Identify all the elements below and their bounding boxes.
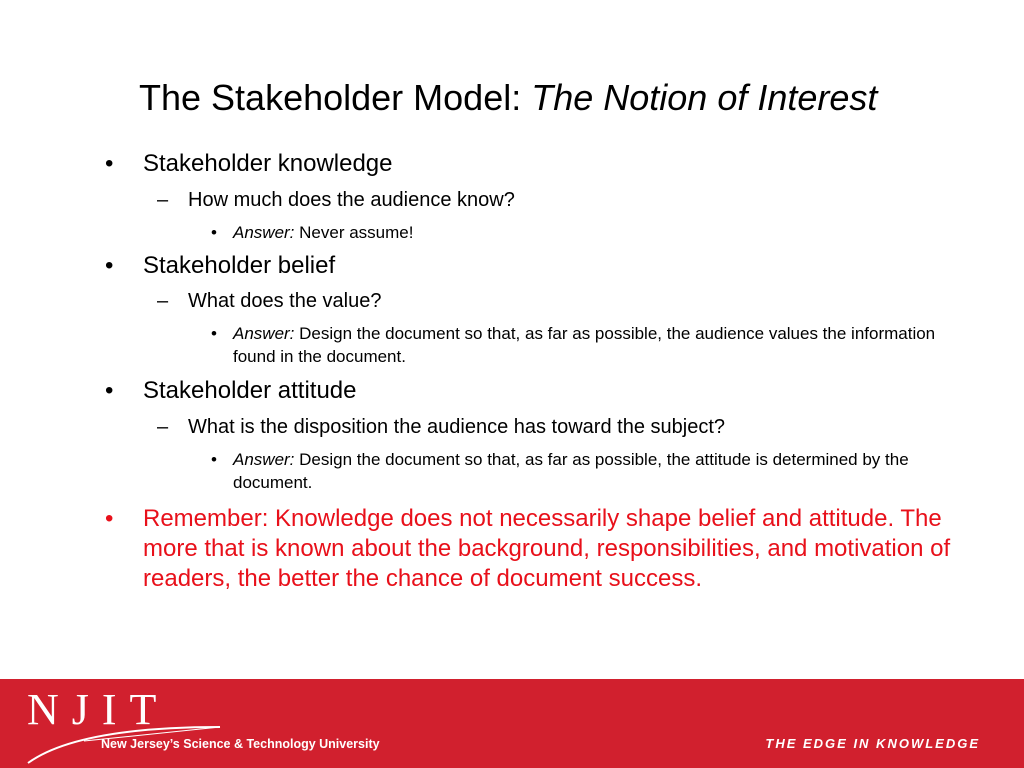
bullet-item-belief	[105, 251, 983, 281]
answer-label: Answer:	[233, 324, 295, 343]
bullet-marker: •	[211, 223, 217, 242]
dash-marker: –	[157, 416, 169, 438]
bullet-marker: •	[105, 150, 114, 177]
bullet-marker: •	[105, 252, 114, 279]
sub-item-text: How much does the audience know?	[188, 189, 515, 211]
njit-logo: NJIT	[27, 685, 170, 734]
answer-item-attitude	[211, 448, 968, 494]
bullet-text: Stakeholder knowledge	[143, 150, 393, 177]
bullet-text: Stakeholder attitude	[143, 377, 357, 404]
sub-item-text: What does the value?	[188, 290, 382, 312]
sub-item-belief	[157, 289, 968, 313]
answer-label: Answer:	[233, 223, 295, 242]
answer-text: Design the document so that, as far as possible, the audience values the information found in the document.	[233, 324, 936, 366]
dash-marker: –	[157, 290, 169, 312]
answer-label: Answer:	[233, 450, 295, 469]
sub-item-text: What is the disposition the audience has toward the subject?	[188, 416, 725, 438]
dash-marker: –	[157, 189, 169, 211]
bullet-item-remember	[105, 504, 958, 594]
answer-item-belief	[211, 322, 968, 368]
sub-item-attitude	[157, 415, 968, 439]
answer-text: Design the document so that, as far as possible, the attitude is determined by the document.	[233, 450, 909, 492]
title-main: The Stakeholder Model:	[139, 77, 532, 118]
bullet-marker: •	[105, 505, 114, 532]
bullet-item-knowledge	[105, 149, 983, 179]
bullet-marker: •	[211, 324, 217, 343]
bullet-item-attitude	[105, 376, 983, 406]
title-emphasis: The Notion of Interest	[531, 77, 878, 118]
slide-title	[139, 76, 999, 120]
bullet-marker: •	[105, 377, 114, 404]
bullet-text: Stakeholder belief	[143, 252, 336, 279]
footer-tagline: THE EDGE IN KNOWLEDGE	[765, 736, 980, 751]
logo-subtitle: New Jersey’s Science & Technology University	[101, 737, 380, 751]
answer-item-knowledge	[211, 221, 973, 244]
bullet-marker: •	[211, 450, 217, 469]
bullet-text: Remember: Knowledge does not necessarily shape belief and attitude. The more that is known about the background, responsibilities, and motivation of readers, the better the chance of document success.	[143, 505, 951, 592]
sub-item-knowledge	[157, 188, 968, 212]
footer-band	[0, 679, 1024, 768]
answer-text: Never assume!	[294, 223, 414, 242]
